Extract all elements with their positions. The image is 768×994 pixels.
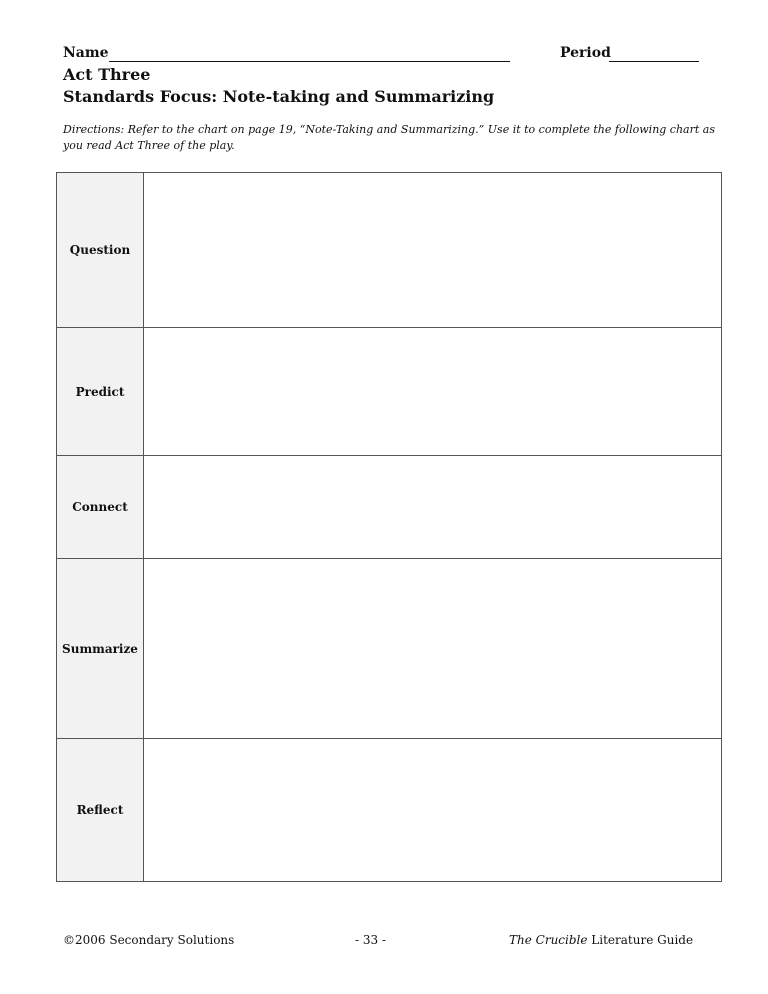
chart-row-predict: [57, 328, 722, 456]
footer-book-title: The Crucible: [509, 933, 588, 947]
period-label: Period: [560, 45, 611, 61]
footer-guide-label: Literature Guide: [587, 933, 694, 947]
page-title: Act Three: [63, 65, 151, 84]
name-blank-line[interactable]: [109, 61, 510, 62]
footer-page-number: - 33 -: [355, 933, 387, 947]
chart-row-connect: [57, 456, 722, 559]
chart-row-reflect: [57, 739, 722, 882]
row-label-question: Question: [57, 173, 144, 328]
answer-cell-predict[interactable]: [144, 328, 722, 456]
note-taking-chart: [56, 172, 722, 882]
row-label-summarize: Summarize: [57, 559, 144, 739]
page-subtitle: Standards Focus: Note-taking and Summarizing: [63, 87, 495, 106]
chart-row-summarize: [57, 559, 722, 739]
answer-cell-reflect[interactable]: [144, 739, 722, 882]
row-label-reflect: Reflect: [57, 739, 144, 882]
answer-cell-question[interactable]: [144, 173, 722, 328]
answer-cell-connect[interactable]: [144, 456, 722, 559]
answer-cell-summarize[interactable]: [144, 559, 722, 739]
name-label: Name: [63, 45, 109, 61]
row-label-connect: Connect: [57, 456, 144, 559]
row-label-predict: Predict: [57, 328, 144, 456]
chart-row-question: [57, 173, 722, 328]
directions-text: Directions: Refer to the chart on page 19, “Note-Taking and Summarizing.” Use it to complete the following chart as you read Act Three of the play.: [63, 123, 715, 152]
name-period-row: [63, 45, 703, 65]
period-blank-line[interactable]: [609, 61, 699, 62]
footer-guide-title: [509, 932, 693, 948]
footer-copyright: ©2006 Secondary Solutions: [63, 933, 235, 947]
